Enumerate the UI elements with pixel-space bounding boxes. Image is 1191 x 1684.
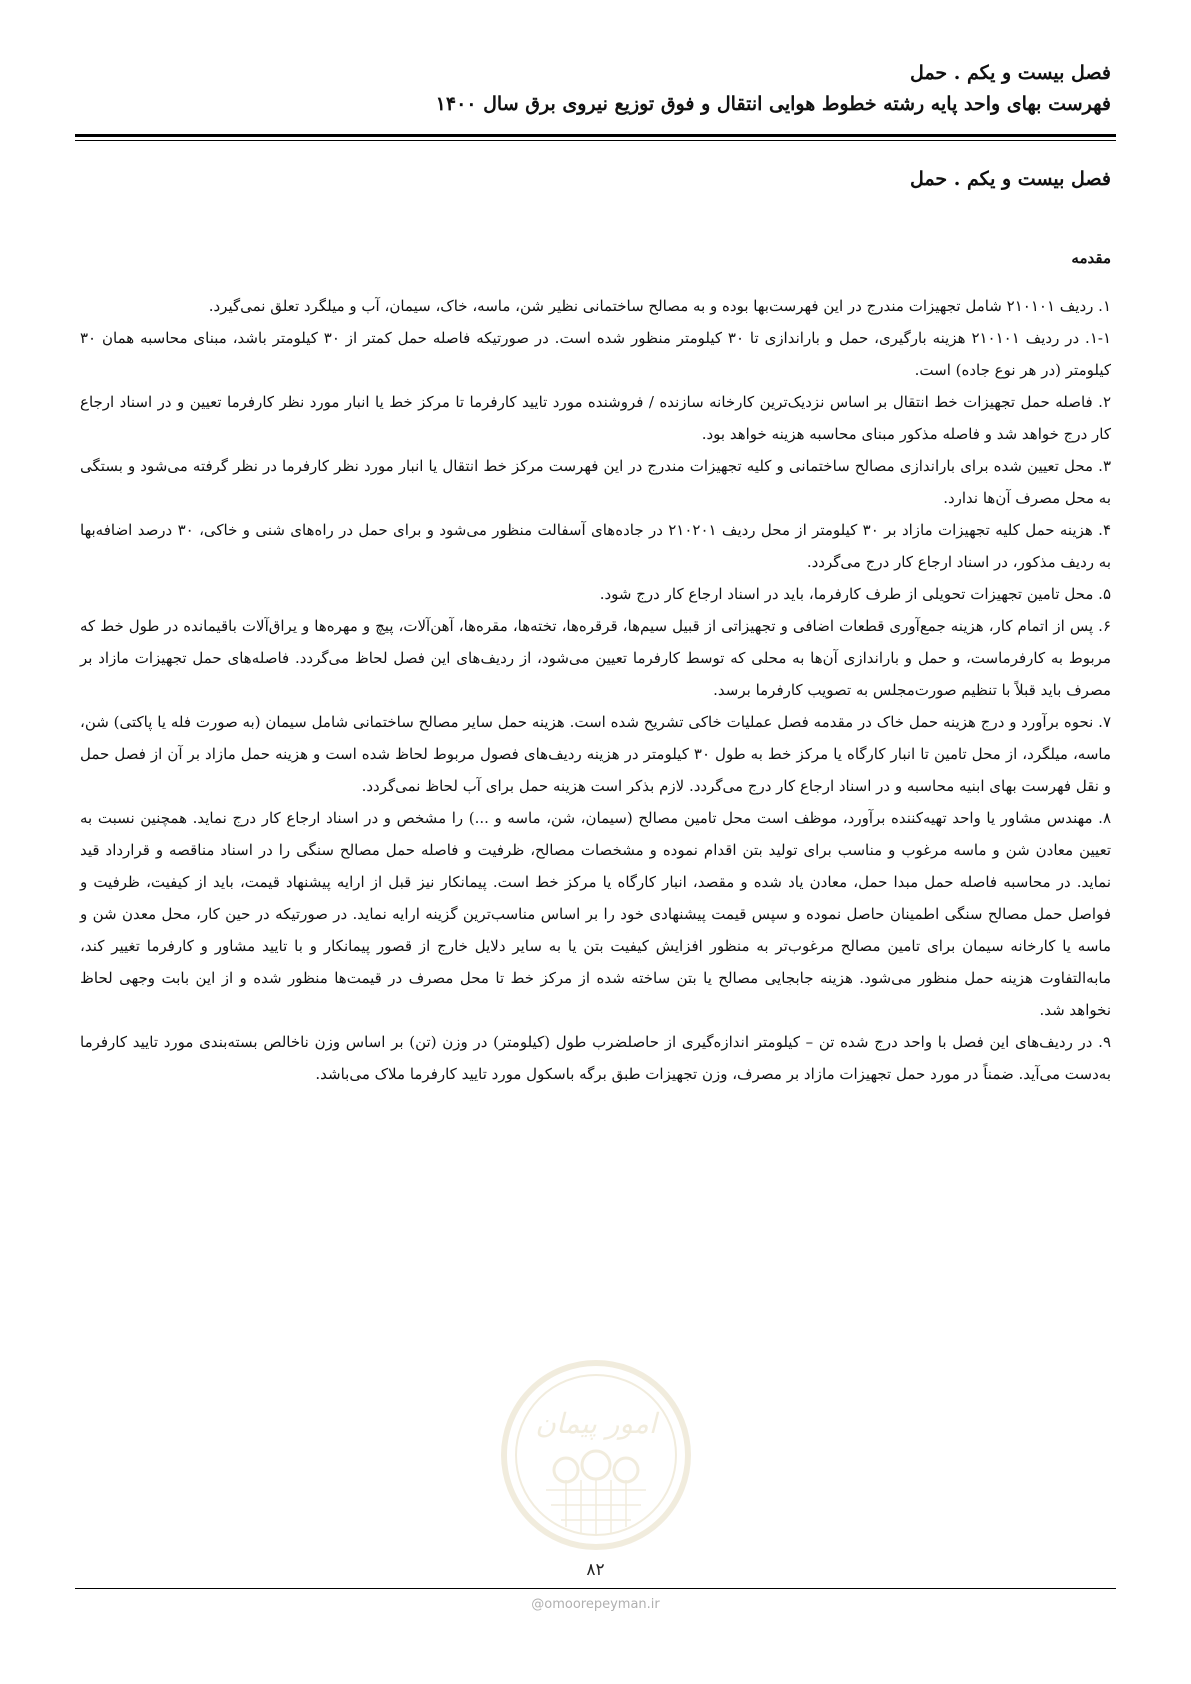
paragraph-1: ۱. ردیف ۲۱۰۱۰۱ شامل تجهیزات مندرج در این فهرست‌بها بوده و به مصالح ساختمانی نظیر شن، ماسه، خاک، سیمان، آب و میلگرد تعلق نمی‌گیرد. — [208, 297, 1111, 315]
paragraph-4: ۴. هزینه حمل کلیه تجهیزات مازاد بر ۳۰ کیلومتر از محل ردیف ۲۱۰۲۰۱ در جاده‌های آسفالت منظور می‌شود و برای حمل در راه‌های شنی و خاکی، ۳۰ درصد اضافه‌بها به ردیف مذکور، در اسناد ارجاع کار درج می‌گردد. — [80, 521, 1111, 571]
chapter-title: فصل بیست و یکم . حمل — [910, 168, 1111, 190]
header-document-title: فهرست بهای واحد پایه رشته خطوط هوایی انتقال و فوق توزیع نیروی برق سال ۱۴۰۰ — [435, 93, 1111, 115]
page-number: ۸۲ — [586, 1560, 605, 1580]
paragraph-6: ۶. پس از اتمام کار، هزینه جمع‌آوری قطعات اضافی و تجهیزاتی از قبیل سیم‌ها، قرقره‌ها، تخته‌ها، مقره‌ها، آهن‌آلات، پیچ و مهره‌ها و یراق‌آلات باقیمانده در طول خط که مربوط به کارفرماست، و حمل و باراندازی آن‌ها به محلی که توسط کارفرما تعیین می‌شود، از ردیف‌های این فصل لحاظ می‌گردد. فاصله‌های حمل تجهیزات مازاد بر مصرف باید قبلاً با تنظیم صورت‌مجلس به تصویب کارفرما برسد. — [80, 617, 1111, 699]
watermark-text: امور پیمان — [534, 1407, 657, 1440]
paragraph-5: ۵. محل تامین تجهیزات تحویلی از طرف کارفرما، باید در اسناد ارجاع کار درج شود. — [599, 585, 1111, 603]
header-divider — [75, 134, 1116, 141]
header-chapter-title: فصل بیست و یکم . حمل — [910, 62, 1111, 84]
page-header — [80, 58, 1111, 120]
paragraph-3: ۳. محل تعیین شده برای باراندازی مصالح ساختمانی و کلیه تجهیزات مندرج در این فهرست مرکز خط انتقال یا انبار مورد نظر کارفرما در نظر گرفته می‌شود و بستگی به محل مصرف آن‌ها ندارد. — [80, 457, 1111, 507]
paragraph-2: ۲. فاصله حمل تجهیزات خط انتقال بر اساس نزدیک‌ترین کارخانه سازنده / فروشنده مورد تایید کارفرما تا مرکز خط یا انبار مورد نظر کارفرما تعیین و در اسناد ارجاع کار درج خواهد شد و فاصله مذکور مبنای محاسبه هزینه خواهد بود. — [80, 393, 1111, 443]
footer-website: @omoorepeyman.ir — [531, 1597, 660, 1612]
paragraph-7: ۷. نحوه برآورد و درج هزینه حمل خاک در مقدمه فصل عملیات خاکی تشریح شده است. هزینه حمل سایر مصالح ساختمانی شامل سیمان (به صورت فله یا پاکتی) شن، ماسه، میلگرد، از محل تامین تا انبار کارگاه یا مرکز خط به طول ۳۰ کیلومتر در هزینه ردیف‌های فصول مربوط لحاظ شده است و هزینه حمل مازاد بر آن از فصل حمل و نقل فهرست بهای ابنیه محاسبه و در اسناد ارجاع کار درج می‌گردد. لازم بذکر است هزینه حمل برای آب لحاظ نمی‌گردد. — [80, 713, 1111, 795]
omoorepeyman-seal-icon — [496, 1355, 696, 1555]
paragraph-8: ۸. مهندس مشاور یا واحد تهیه‌کننده برآورد، موظف است محل تامین مصالح (سیمان، شن، ماسه و ...) را مشخص و در اسناد ارجاع کار درج نماید. همچنین نسبت به تعیین معادن شن و ماسه مرغوب و مناسب برای تولید بتن اقدام نموده و مشخصات مصالح، ظرفیت و فاصله حمل مصالح سنگی را در اسناد مناقصه و قرارداد قید نماید. در محاسبه فاصله حمل مبدا حمل، معادن یاد شده و مقصد، انبار کارگاه یا مرکز خط است. پیمانکار نیز قبل از ارایه پیشنهاد قیمت، باید از کیفیت، ظرفیت و فواصل حمل مصالح سنگی اطمینان حاصل نموده و سپس قیمت پیشنهادی خود را بر اساس مناسب‌ترین گزینه ارایه نماید. در صورتیکه در حین کار، محل معدن شن و ماسه یا کارخانه سیمان برای تامین مصالح مرغوب‌تر به منظور افزایش کیفیت بتن یا به سایر دلایل خارج از قصور پیمانکار و با تایید مشاور و کارفرما تغییر کند، مابه‌التفاوت هزینه حمل منظور می‌شود. هزینه جابجایی مصالح یا بتن ساخته شده از مرکز خط تا محل مصرف در قیمت‌ها منظور شده و از این بابت وجهی لحاظ نخواهد شد. — [80, 809, 1111, 1019]
body-text — [80, 290, 1111, 1090]
paragraph-9: ۹. در ردیف‌های این فصل با واحد درج شده تن – کیلومتر اندازه‌گیری از حاصلضرب طول (کیلومتر) در وزن (تن) بر اساس وزن ناخالص بسته‌بندی مورد تایید کارفرما به‌دست می‌آید. ضمناً در مورد حمل تجهیزات مازاد بر مصرف، وزن تجهیزات طبق برگه باسکول مورد تایید کارفرما ملاک می‌باشد. — [80, 1033, 1111, 1083]
footer-divider — [75, 1588, 1116, 1589]
paragraph-1-1: ۱-۱. در ردیف ۲۱۰۱۰۱ هزینه بارگیری، حمل و باراندازی تا ۳۰ کیلومتر منظور شده است. در صورتیکه فاصله حمل کمتر از ۳۰ کیلومتر باشد، مبنای محاسبه همان ۳۰ کیلومتر (در هر نوع جاده) است. — [80, 329, 1111, 379]
intro-heading: مقدمه — [1071, 249, 1111, 267]
